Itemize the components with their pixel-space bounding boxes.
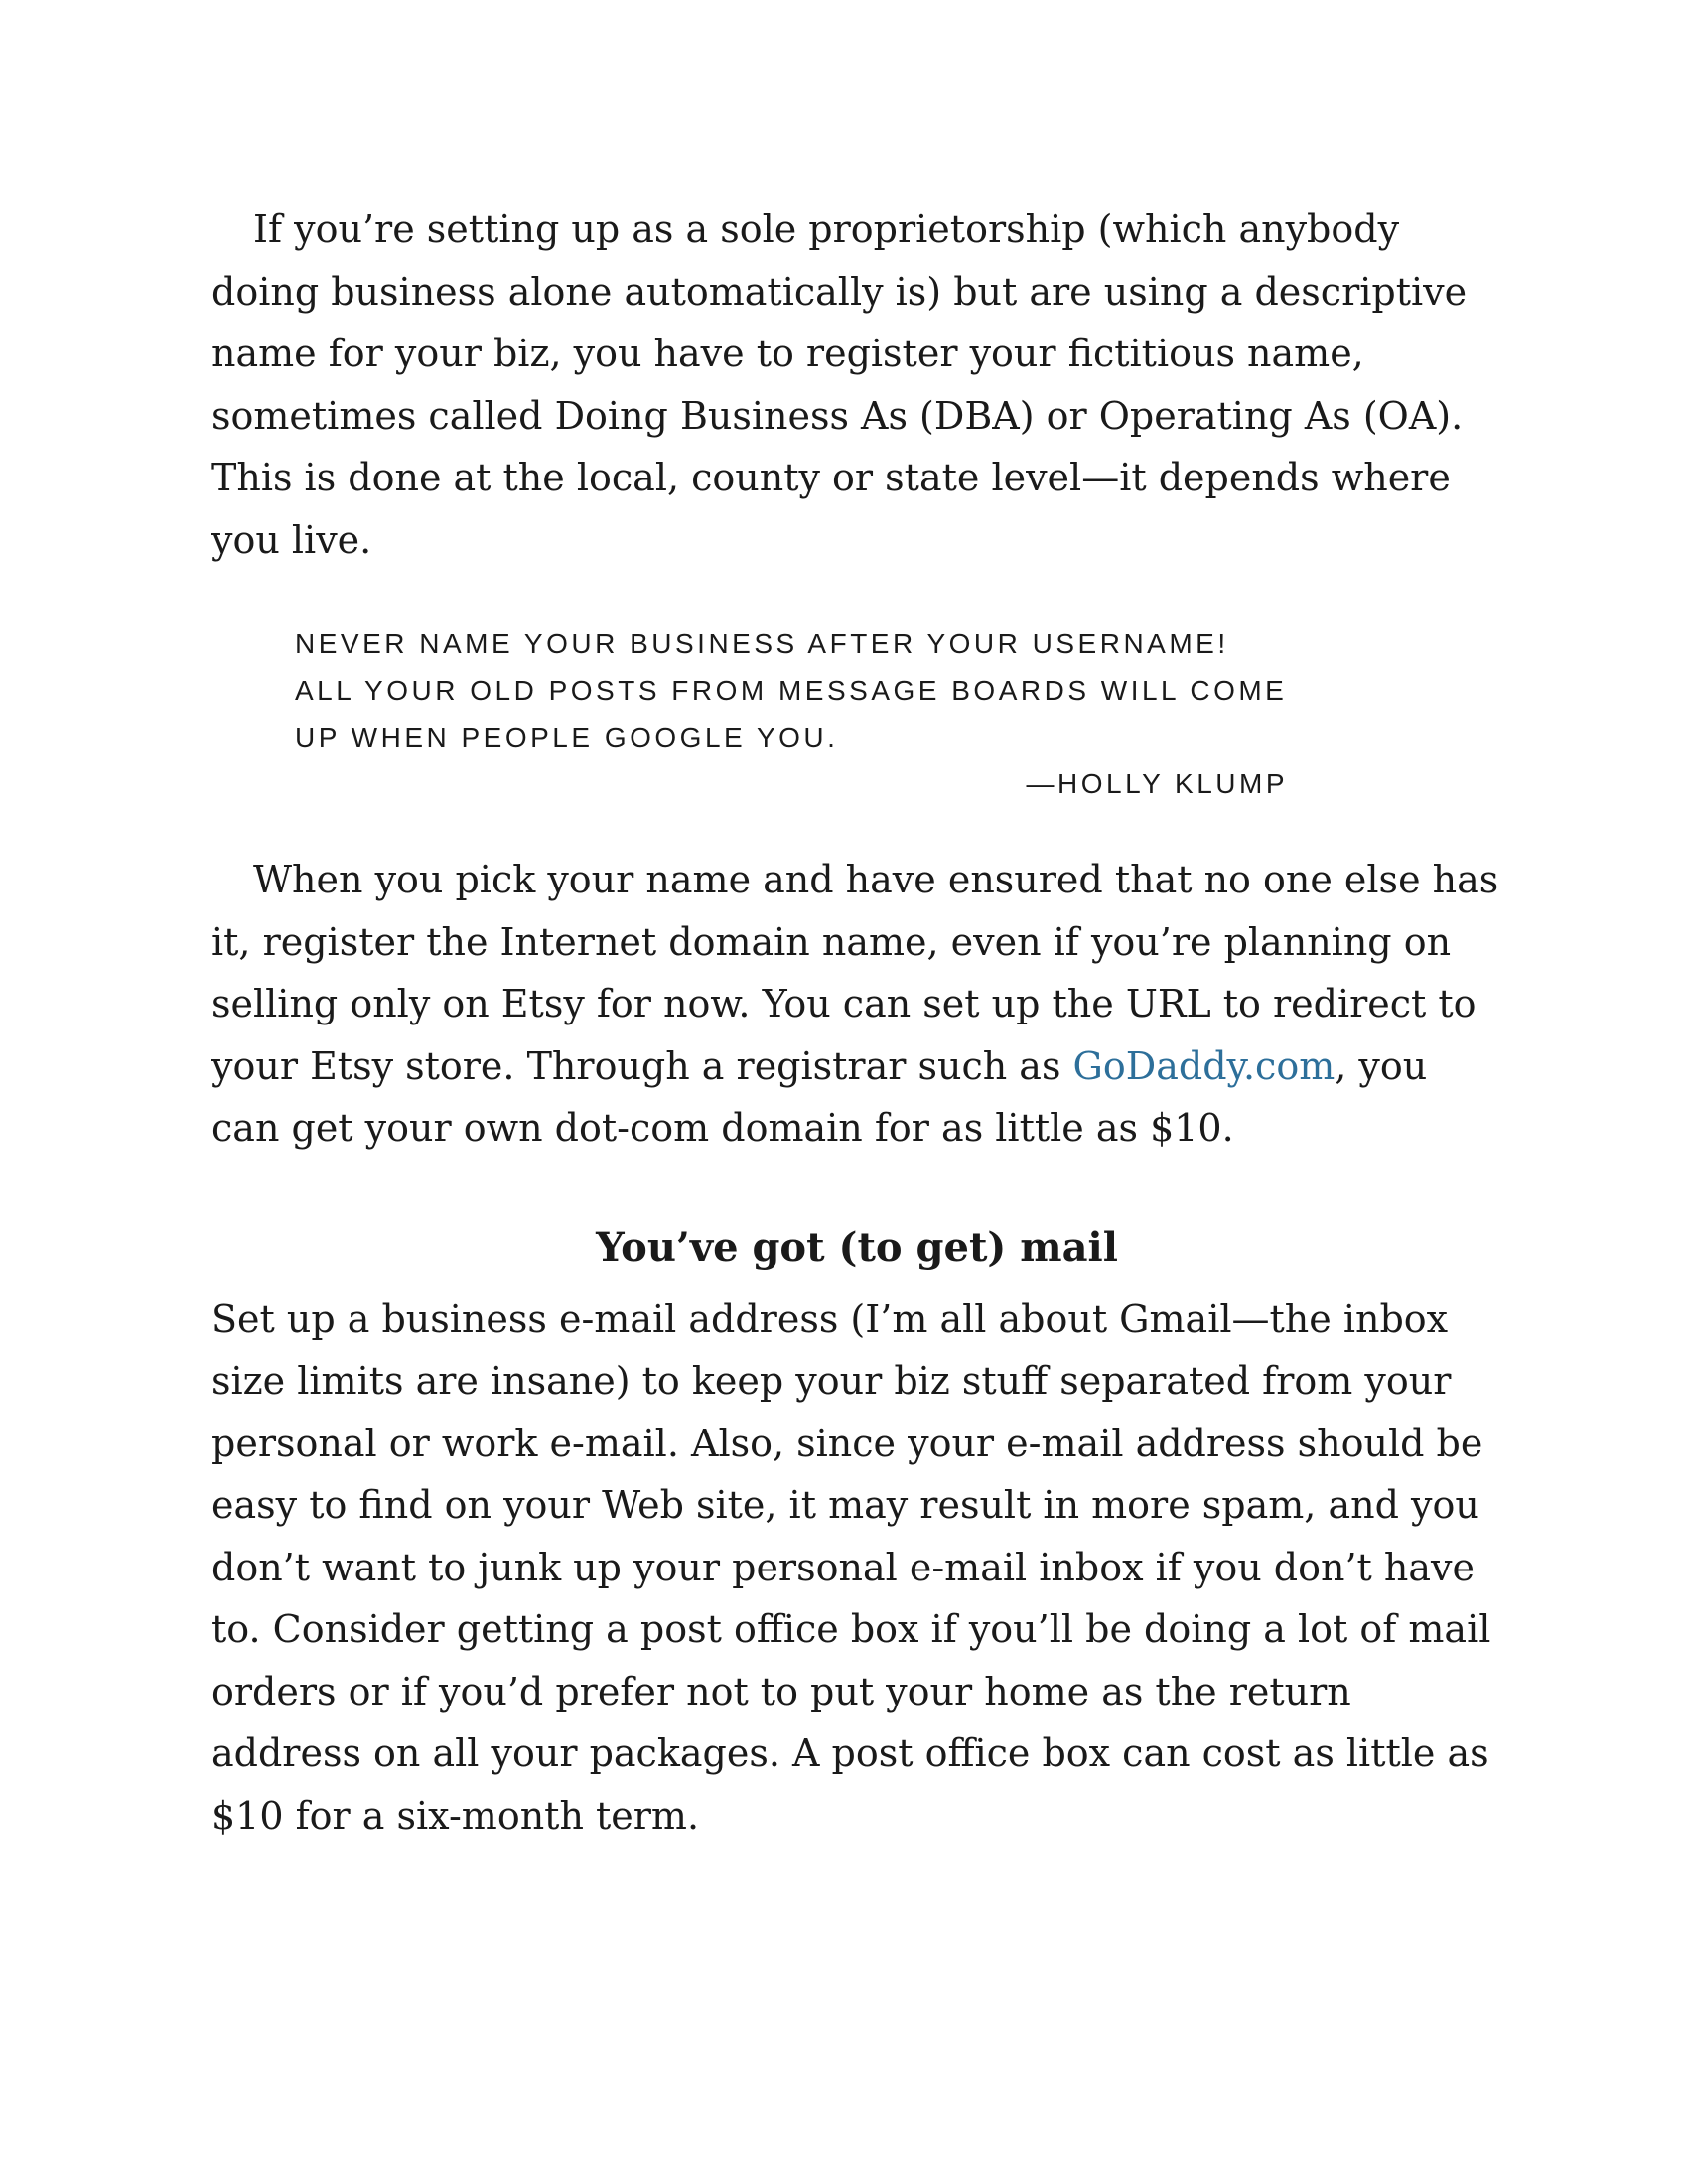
paragraph-domain-text-end: , you can get your own dot-com domain for as little as $10. bbox=[211, 1043, 1428, 1150]
godaddy-link[interactable]: GoDaddy.com bbox=[1072, 1043, 1336, 1088]
paragraph-domain-name bbox=[211, 849, 1502, 1160]
section-heading: You’ve got (to get) mail bbox=[596, 1223, 1118, 1271]
quote-attribution: —HOLLY KLUMP bbox=[1026, 768, 1288, 799]
pull-quote bbox=[295, 620, 1288, 807]
paragraph-email: Set up a business e-mail address (I’m all about Gmail—the inbox size limits are insane) to keep your biz stuff separated from your personal or work e-mail. Also, since your e-mail address should be easy to find on your Web site, it may result in more spam, and you don’t want to junk up your personal e-mail inbox if you don’t have to. Consider getting a post office box if you’ll be doing a lot of mail orders or if you’d prefer not to put your home as the return address on all your packages. A post office box can cost as little as $10 for a six-month term. bbox=[211, 1297, 1491, 1838]
page-content bbox=[211, 199, 1502, 1846]
quote-text: NEVER NAME YOUR BUSINESS AFTER YOUR USERNAME! ALL YOUR OLD POSTS FROM MESSAGE BOARDS WILL COME UP WHEN PEOPLE GOOGLE YOU. bbox=[295, 628, 1288, 752]
paragraph-domain-text-start: When you pick your name and have ensured that no one else has it, register the Internet domain name, even if you’re planning on selling only on Etsy for now. You can set up the URL to redirect to your Etsy store. Through a registrar such as bbox=[211, 858, 1499, 1088]
paragraph-sole-proprietorship: If you’re setting up as a sole proprietorship (which anybody doing business alone automatically is) but are using a descriptive name for your biz, you have to register your fictitious name, sometimes called Doing Business As (DBA) or Operating As (OA). This is done at the local, county or state level—it depends where you live. bbox=[211, 207, 1468, 562]
